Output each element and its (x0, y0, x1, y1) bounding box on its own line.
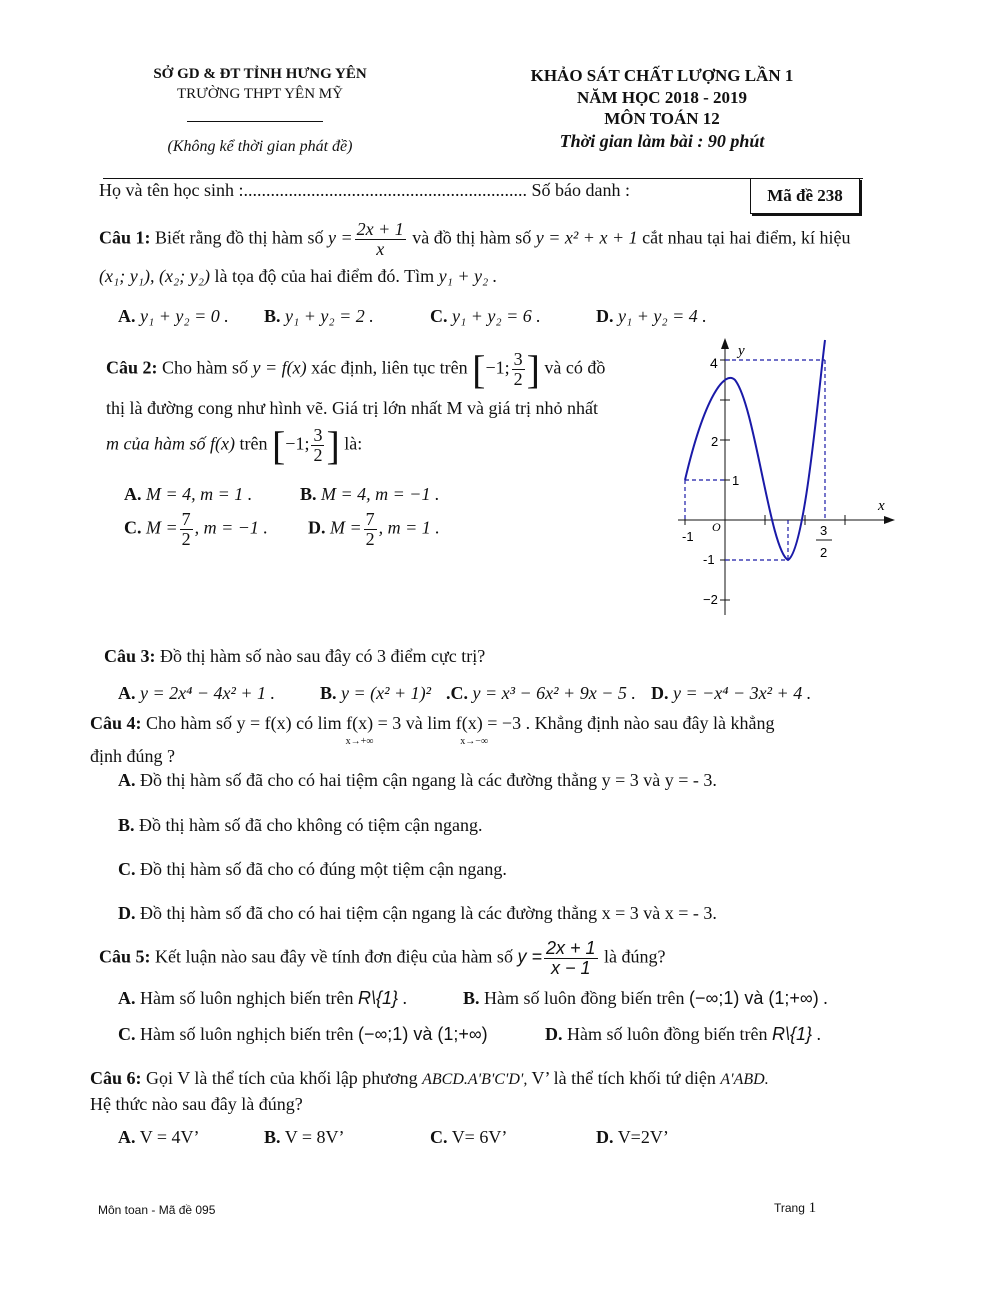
q2-interval-left: −1; (485, 357, 510, 378)
q4-option-a[interactable]: A. Đồ thị hàm số đã cho có hai tiệm cận ngang là các đường thẳng y = 3 và y = - 3. (118, 770, 717, 790)
question-4: Câu 4: Cho hàm số y = f(x) có lim f(x) = 3 $^{x\to+\infty}$ và lim f(x) = −3 $^{x\to-\infty}$ . Khẳng định nào sau đây là khẳng (90, 713, 775, 755)
q4-option-d[interactable]: D. Đồ thị hàm số đã cho có hai tiệm cận ngang là các đường thẳng x = 3 và x = - 3. (118, 903, 717, 923)
y-tick-1: 1 (732, 473, 740, 488)
q1-points: (x₁; y₁), (x₂; y₂) (99, 266, 210, 286)
footer-left: Môn toan - Mã đề 095 (98, 1203, 216, 1217)
q6-option-a[interactable]: A. V = 4V’ (118, 1127, 200, 1147)
student-rule (103, 178, 863, 179)
q5-f-lhs: y = (517, 946, 542, 967)
exam-title: KHẢO SÁT CHẤT LƯỢNG LẦN 1 (530, 66, 794, 85)
x-tick-3-over-2-num: 3 (820, 523, 828, 538)
question-5 (99, 939, 666, 978)
question-label: Câu 2: (106, 357, 158, 378)
x-tick-neg1: -1 (682, 529, 694, 544)
x-axis-arrow-icon (884, 516, 895, 524)
guide-lines (685, 360, 828, 560)
q5-option-b[interactable]: B. Hàm số luôn đồng biến trên (−∞;1) và (1;+∞) . (463, 988, 828, 1008)
q2-option-c[interactable]: C. M = $\frac{7}{2}$ , m = −1 . (124, 509, 268, 549)
q2-line3: m của hàm số f(x) trên [−1; $\frac{3}{2}$ ] là: (106, 423, 363, 468)
q1-text-d: là tọa độ của hai điểm đó. Tìm (214, 266, 435, 286)
q4-line2: định đúng ? (90, 746, 175, 766)
q4-limit-1: lim f(x) = 3 $^{x\to+\infty}$ (317, 713, 402, 747)
q1-text-b: và đồ thị hàm số (412, 227, 532, 248)
q2-option-d[interactable]: D. M = $\frac{7}{2}$ , m = 1 . (308, 509, 440, 549)
q2-text-b: xác định, liên tục trên (311, 357, 468, 378)
q2-option-a[interactable]: A. M = 4, m = 1 . (124, 484, 253, 504)
question-label: Câu 6: (90, 1068, 142, 1088)
question-1-line2 (99, 266, 497, 287)
q1-option-a[interactable]: A. y₁ + y₂ = 0 . (118, 306, 229, 326)
time-note: (Không kể thời gian phát đề) (167, 138, 353, 155)
school-year: NĂM HỌC 2018 - 2019 (577, 88, 747, 107)
y-tick-neg2: −2 (703, 592, 718, 607)
q3-option-d[interactable]: D. y = −x⁴ − 3x² + 4 . (651, 683, 812, 703)
y-axis-arrow-icon (721, 338, 729, 349)
q2-interval-fraction: $\frac{3}{2}$ (513, 349, 523, 389)
question-label: Câu 3: (104, 646, 156, 666)
function-curve (685, 340, 828, 560)
x-axis-label: x (878, 498, 885, 514)
question-label: Câu 5: (99, 946, 151, 967)
q4-text: Cho hàm số y = f(x) có (146, 713, 314, 733)
q2-option-b[interactable]: B. M = 4, m = −1 . (300, 484, 440, 504)
origin-label: O (712, 520, 721, 534)
q2-line2: thị là đường cong như hình vẽ. Giá trị lớn nhất M và giá trị nhỏ nhất (106, 398, 598, 418)
dept-name: SỞ GD & ĐT TỈNH HƯNG YÊN (153, 66, 367, 82)
function-graph (670, 335, 900, 620)
y-axis-label: y (738, 343, 745, 359)
q1-text: Biết rằng đồ thị hàm số (155, 227, 324, 248)
q6-option-b[interactable]: B. V = 8V’ (264, 1127, 345, 1147)
q5-text: Kết luận nào sau đây về tính đơn điệu của hàm số (155, 946, 513, 967)
question-label: Câu 4: (90, 713, 142, 733)
question-2: Câu 2: Cho hàm số y = f(x) xác định, liên tục trên [−1; $\frac{3}{2}$ ] và có đồ (106, 347, 606, 392)
q6-line2: Hệ thức nào sau đây là đúng? (90, 1094, 303, 1114)
q3-option-a[interactable]: A. y = 2x⁴ − 4x² + 1 . (118, 683, 276, 703)
q1-option-c[interactable]: C. y₁ + y₂ = 6 . (430, 306, 541, 326)
school-name: TRƯỜNG THPT YÊN MỸ (177, 86, 343, 102)
q5-fraction: $\frac{2x + 1}{x - 1}$ (545, 938, 596, 978)
q1-fraction: $\frac{2x + 1}{x}$ (356, 219, 404, 259)
q3-text: Đồ thị hàm số nào sau đây có 3 điểm cực trị? (160, 646, 486, 666)
q6-option-d[interactable]: D. V=2V’ (596, 1127, 669, 1147)
exam-code-box: Mã đề 238 (750, 178, 860, 214)
exam-duration: Thời gian làm bài : 90 phút (559, 131, 765, 151)
q4-option-b[interactable]: B. Đồ thị hàm số đã cho không có tiệm cận ngang. (118, 815, 483, 835)
q6-tetra: A'ABD. (720, 1071, 769, 1088)
q2-text-c: và có đồ (544, 357, 606, 378)
student-info-line: Họ và tên học sinh :............................................................... Số báo danh : (99, 180, 630, 200)
question-3 (104, 646, 485, 667)
q6-option-c[interactable]: C. V= 6V’ (430, 1127, 508, 1147)
subject: MÔN TOÁN 12 (604, 109, 720, 128)
question-6: Câu 6: Gọi V là thể tích của khối lập phương ABCD.A'B'C'D', V’ là thể tích khối tứ diện A'ABD. (90, 1068, 769, 1088)
q1-f1-lhs: y = (328, 227, 353, 248)
y-tick-neg1: -1 (703, 552, 715, 567)
q5-option-c[interactable]: C. Hàm số luôn nghịch biến trên (−∞;1) và (1;+∞) (118, 1024, 488, 1044)
header-divider (187, 121, 323, 122)
q2-func: y = f(x) (252, 357, 307, 378)
q1-f2: y = x² + x + 1 (535, 227, 638, 248)
q1-text-c: cắt nhau tại hai điểm, kí hiệu (642, 227, 851, 248)
y-tick-4: 4 (710, 355, 718, 371)
q6-text: Gọi V là thể tích của khối lập phương (146, 1068, 418, 1088)
question-1 (99, 220, 851, 259)
q5-option-a[interactable]: A. Hàm số luôn nghịch biến trên R\{1} . (118, 988, 408, 1008)
q4-option-c[interactable]: C. Đồ thị hàm số đã cho có đúng một tiệm cận ngang. (118, 859, 507, 879)
question-label: Câu 1: (99, 227, 151, 248)
q5-text-b: là đúng? (604, 946, 666, 967)
page-number: Trang 1 (774, 1200, 817, 1216)
q4-limit-2: lim f(x) = −3 $^{x\to-\infty}$ (427, 713, 522, 747)
x-tick-3-over-2-den: 2 (820, 545, 828, 560)
q6-cube: ABCD.A'B'C'D', (422, 1071, 528, 1088)
q2-text: Cho hàm số (162, 357, 249, 378)
q5-option-d[interactable]: D. Hàm số luôn đồng biến trên R\{1} . (545, 1024, 822, 1044)
q3-option-c[interactable]: .C. y = x³ − 6x² + 9x − 5 . (446, 683, 636, 703)
q1-target: y₁ + y₂ . (438, 266, 498, 286)
q1-option-b[interactable]: B. y₁ + y₂ = 2 . (264, 306, 374, 326)
q3-option-b[interactable]: B. y = (x² + 1)² (320, 683, 432, 703)
q1-option-d[interactable]: D. y₁ + y₂ = 4 . (596, 306, 707, 326)
y-tick-2: 2 (711, 434, 719, 449)
